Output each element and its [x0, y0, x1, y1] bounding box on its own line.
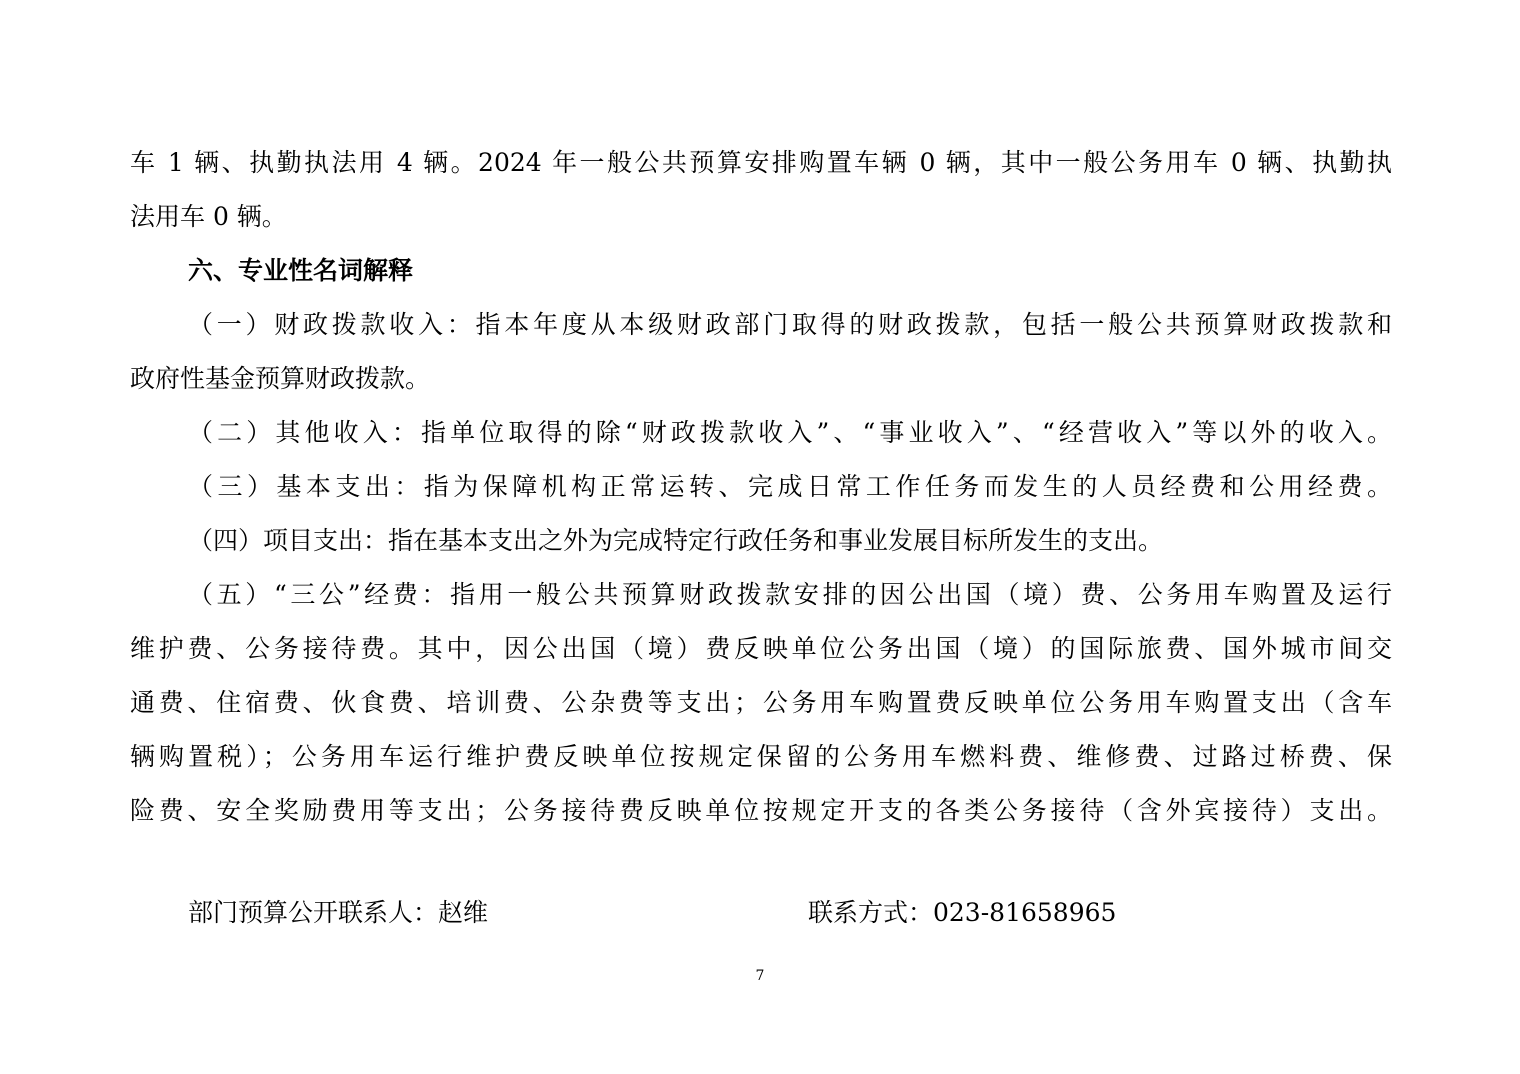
section-heading: 六、专业性名词解释 — [188, 256, 414, 285]
paragraph-line: （二）其他收入：指单位取得的除“财政拨款收入”、“事业收入”、“经营收入”等以外的收入。 — [188, 418, 1392, 447]
paragraph-line: 险费、安全奖励费用等支出；公务接待费反映单位按规定开支的各类公务接待（含外宾接待）支出。 — [130, 796, 1392, 825]
paragraph-line: （三）基本支出：指为保障机构正常运转、完成日常工作任务而发生的人员经费和公用经费。 — [188, 472, 1392, 501]
paragraph-line: 维护费、公务接待费。其中，因公出国（境）费反映单位公务出国（境）的国际旅费、国外城市间交 — [130, 634, 1392, 663]
paragraph-line: 通费、住宿费、伙食费、培训费、公杂费等支出；公务用车购置费反映单位公务用车购置支出（含车 — [130, 688, 1392, 717]
paragraph-line: 法用车 0 辆。 — [130, 202, 287, 231]
paragraph-line: 政府性基金预算财政拨款。 — [130, 364, 431, 393]
contact-info — [188, 886, 1188, 940]
contact-phone: 联系方式：023-81658965 — [808, 898, 1117, 927]
paragraph-line: （五）“三公”经费：指用一般公共预算财政拨款安排的因公出国（境）费、公务用车购置及运行 — [188, 580, 1392, 609]
contact-person: 部门预算公开联系人：赵维 — [188, 898, 489, 927]
paragraph-line: 辆购置税）；公务用车运行维护费反映单位按规定保留的公务用车燃料费、维修费、过路过桥费、保 — [130, 742, 1392, 771]
paragraph-line: 车 1 辆、执勤执法用 4 辆。2024 年一般公共预算安排购置车辆 0 辆，其中一般公务用车 0 辆、执勤执 — [130, 148, 1392, 177]
page-number: 7 — [755, 968, 765, 984]
paragraph-line: （四）项目支出：指在基本支出之外为完成特定行政任务和事业发展目标所发生的支出。 — [188, 526, 1164, 555]
paragraph-line: （一）财政拨款收入：指本年度从本级财政部门取得的财政拨款，包括一般公共预算财政拨款和 — [188, 310, 1392, 339]
body-text — [130, 136, 1392, 838]
